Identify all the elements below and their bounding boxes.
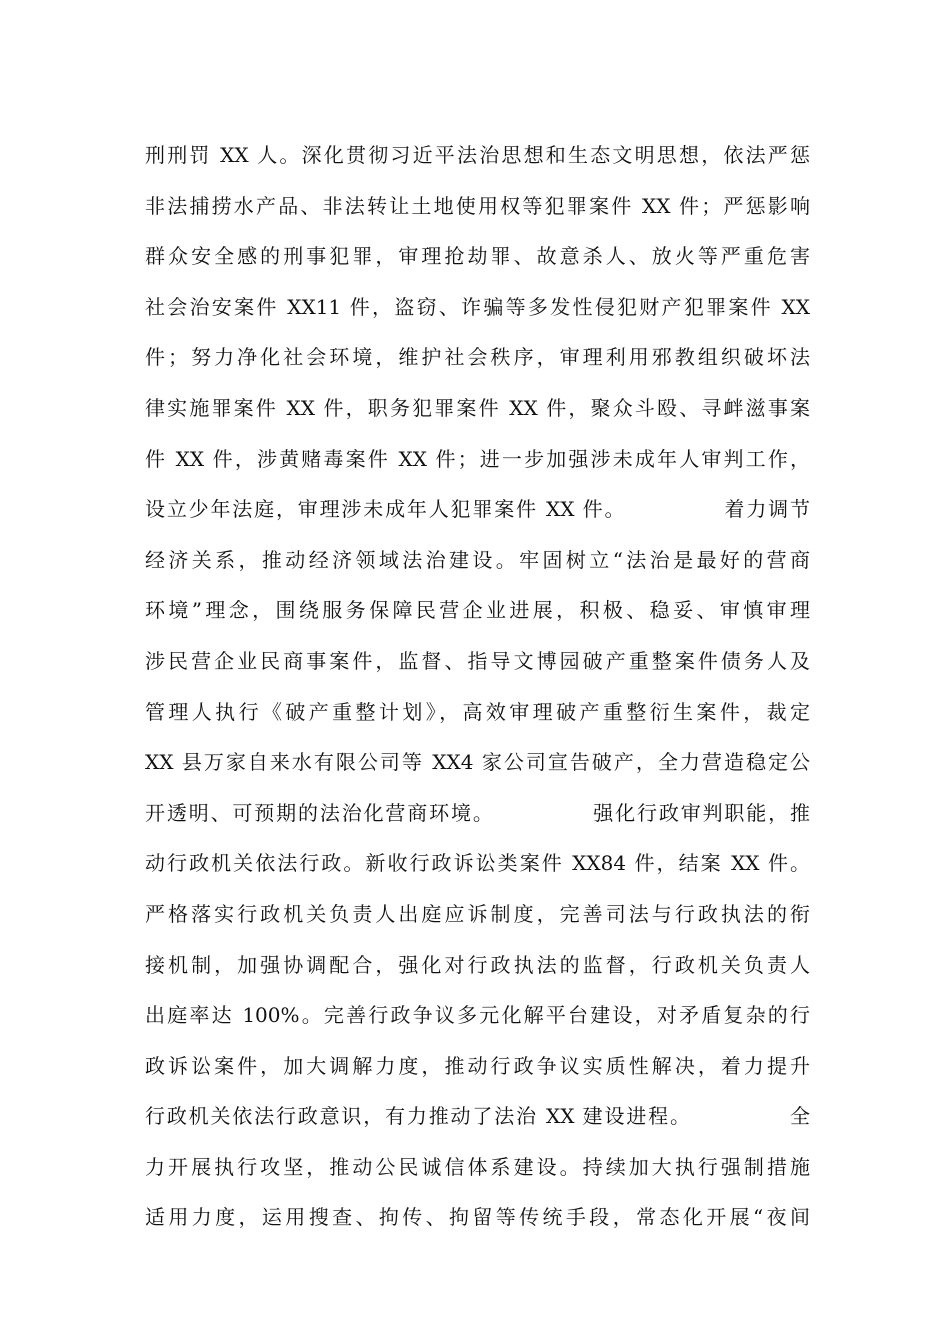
text-line: 群众安全感的刑事犯罪，审理抢劫罪、故意杀人、放火等严重危害 bbox=[145, 244, 810, 269]
text-line: 严格落实行政机关负责人出庭应诉制度，完善司法与行政执法的衔 bbox=[145, 901, 810, 926]
text-line: 件 XX 件，涉黄赌毒案件 XX 件；进一步加强涉未成年人审判工作， bbox=[145, 446, 810, 471]
text-line: 适用力度，运用搜查、拘传、拘留等传统手段，常态化开展“夜间 bbox=[145, 1205, 810, 1230]
text-line: 出庭率达 100%。完善行政争议多元化解平台建设，对矛盾复杂的行 bbox=[145, 1003, 810, 1028]
text-line: 接机制，加强协调配合，强化对行政执法的监督，行政机关负责人 bbox=[145, 952, 810, 977]
text-line: 社会治安案件 XX11 件，盗窃、诈骗等多发性侵犯财产犯罪案件 XX bbox=[145, 294, 810, 319]
text-line: 开透明、可预期的法治化营商环境。 强化行政审判职能，推 bbox=[145, 800, 810, 825]
text-line: 经济关系，推动经济领域法治建设。牢固树立“法治是最好的营商 bbox=[145, 547, 810, 572]
text-line: 刑刑罚 XX 人。深化贯彻习近平法治思想和生态文明思想，依法严惩 bbox=[145, 143, 810, 167]
text-line: 非法捕捞水产品、非法转让土地使用权等犯罪案件 XX 件；严惩影响 bbox=[145, 193, 810, 218]
text-line: 政诉讼案件，加大调解力度，推动行政争议实质性解决，着力提升 bbox=[145, 1053, 810, 1078]
text-line: 涉民营企业民商事案件，监督、指导文博园破产重整案件债务人及 bbox=[145, 648, 810, 673]
text-line: 动行政机关依法行政。新收行政诉讼类案件 XX84 件，结案 XX 件。 bbox=[145, 851, 810, 876]
text-line: XX 县万家自来水有限公司等 XX4 家公司宣告破产，全力营造稳定公 bbox=[145, 750, 810, 775]
text-line: 环境”理念，围绕服务保障民营企业进展，积极、稳妥、审慎审理 bbox=[145, 598, 810, 623]
text-line: 行政机关依法行政意识，有力推动了法治 XX 建设进程。 全 bbox=[145, 1104, 810, 1129]
text-line: 律实施罪案件 XX 件，职务犯罪案件 XX 件，聚众斗殴、寻衅滋事案 bbox=[145, 395, 810, 420]
text-line: 力开展执行攻坚，推动公民诚信体系建设。持续加大执行强制措施 bbox=[145, 1154, 810, 1179]
text-line: 管理人执行《破产重整计划》，高效审理破产重整衍生案件，裁定 bbox=[145, 699, 810, 724]
text-line: 件；努力净化社会环境，维护社会秩序，审理利用邪教组织破坏法 bbox=[145, 345, 810, 370]
text-line: 设立少年法庭，审理涉未成年人犯罪案件 XX 件。 着力调节 bbox=[145, 497, 810, 522]
body-text bbox=[145, 130, 810, 1243]
